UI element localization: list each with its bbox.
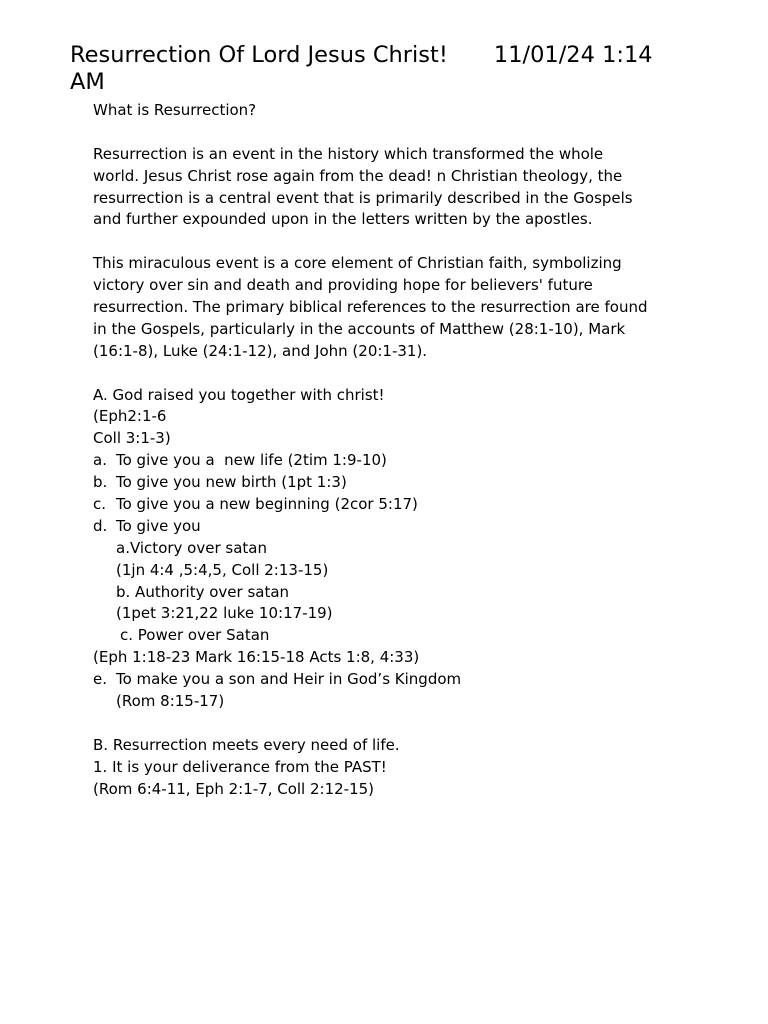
list-item (93, 494, 693, 516)
paragraph-line: This miraculous event is a core element of Christian faith, symbolizing (93, 254, 622, 273)
list-marker: c. (93, 495, 107, 514)
blank-line (93, 231, 693, 253)
section-b-point: 1. It is your deliverance from the PAST! (93, 757, 387, 776)
sub-item: a.Victory over satan (116, 538, 267, 557)
paragraph-line: victory over sin and death and providing hope for believers' future (93, 276, 593, 295)
list-item-text: To give you new birth (1pt 1:3) (116, 473, 347, 492)
paragraph-line: Resurrection is an event in the history which transformed the whole (93, 144, 604, 163)
list-item-reference: (Rom 8:15-17) (116, 692, 225, 711)
list-item (93, 516, 693, 538)
sub-item: b. Authority over satan (116, 582, 290, 601)
paragraph-1 (93, 144, 693, 232)
section-a-reference: Coll 3:1-3) (93, 429, 171, 448)
blank-line (93, 713, 693, 735)
list-item (93, 669, 693, 691)
blank-line (93, 122, 693, 144)
section-a-reference: (Eph2:1-6 (93, 407, 167, 426)
paragraph-line: (16:1-8), Luke (24:1-12), and John (20:1-31). (93, 341, 428, 360)
sub-item-reference: (1pet 3:21,22 luke 10:17-19) (116, 604, 333, 623)
document-title: Resurrection Of Lord Jesus Christ! (70, 42, 448, 68)
paragraph-2 (93, 253, 693, 362)
paragraph-line: in the Gospels, particularly in the accounts of Matthew (28:1-10), Mark (93, 319, 626, 338)
list-item (93, 472, 693, 494)
list-marker: d. (93, 516, 108, 535)
header-line-1 (70, 42, 710, 69)
section-a (93, 385, 693, 713)
section-b-reference: (Rom 6:4-11, Eph 2:1-7, Coll 2:12-15) (93, 779, 375, 798)
blank-line (93, 363, 693, 385)
paragraph-line: resurrection is a central event that is primarily described in the Gospels (93, 188, 633, 207)
list-item (93, 450, 693, 472)
paragraph-line: and further expounded upon in the letters written by the apostles. (93, 210, 593, 229)
list-item-text: To give you (116, 516, 201, 535)
list-marker: a. (93, 451, 107, 470)
paragraph-line: resurrection. The primary biblical references to the resurrection are found (93, 298, 648, 317)
sub-item-reference: (1jn 4:4 ,5:4,5, Coll 2:13-15) (116, 560, 329, 579)
section-b-heading: B. Resurrection meets every need of life. (93, 735, 400, 754)
question-line: What is Resurrection? (93, 101, 257, 119)
section-b (93, 735, 693, 801)
header-line-2: AM (70, 69, 105, 95)
list-item-text: To give you a new life (2tim 1:9-10) (116, 451, 387, 470)
list-marker: e. (93, 670, 107, 689)
paragraph-line: world. Jesus Christ rose again from the dead! n Christian theology, the (93, 166, 623, 185)
list-item-text: To give you a new beginning (2cor 5:17) (116, 495, 418, 514)
list-marker: b. (93, 473, 108, 492)
document-body (93, 100, 693, 801)
document-date-time: 11/01/24 1:14 (493, 42, 653, 68)
document-header (70, 42, 710, 96)
section-a-heading: A. God raised you together with christ! (93, 385, 385, 404)
sub-item: c. Power over Satan (120, 626, 270, 645)
list-item-text: To make you a son and Heir in God’s Kingdom (116, 670, 462, 689)
sub-item-reference: (Eph 1:18-23 Mark 16:15-18 Acts 1:8, 4:33) (93, 648, 420, 667)
